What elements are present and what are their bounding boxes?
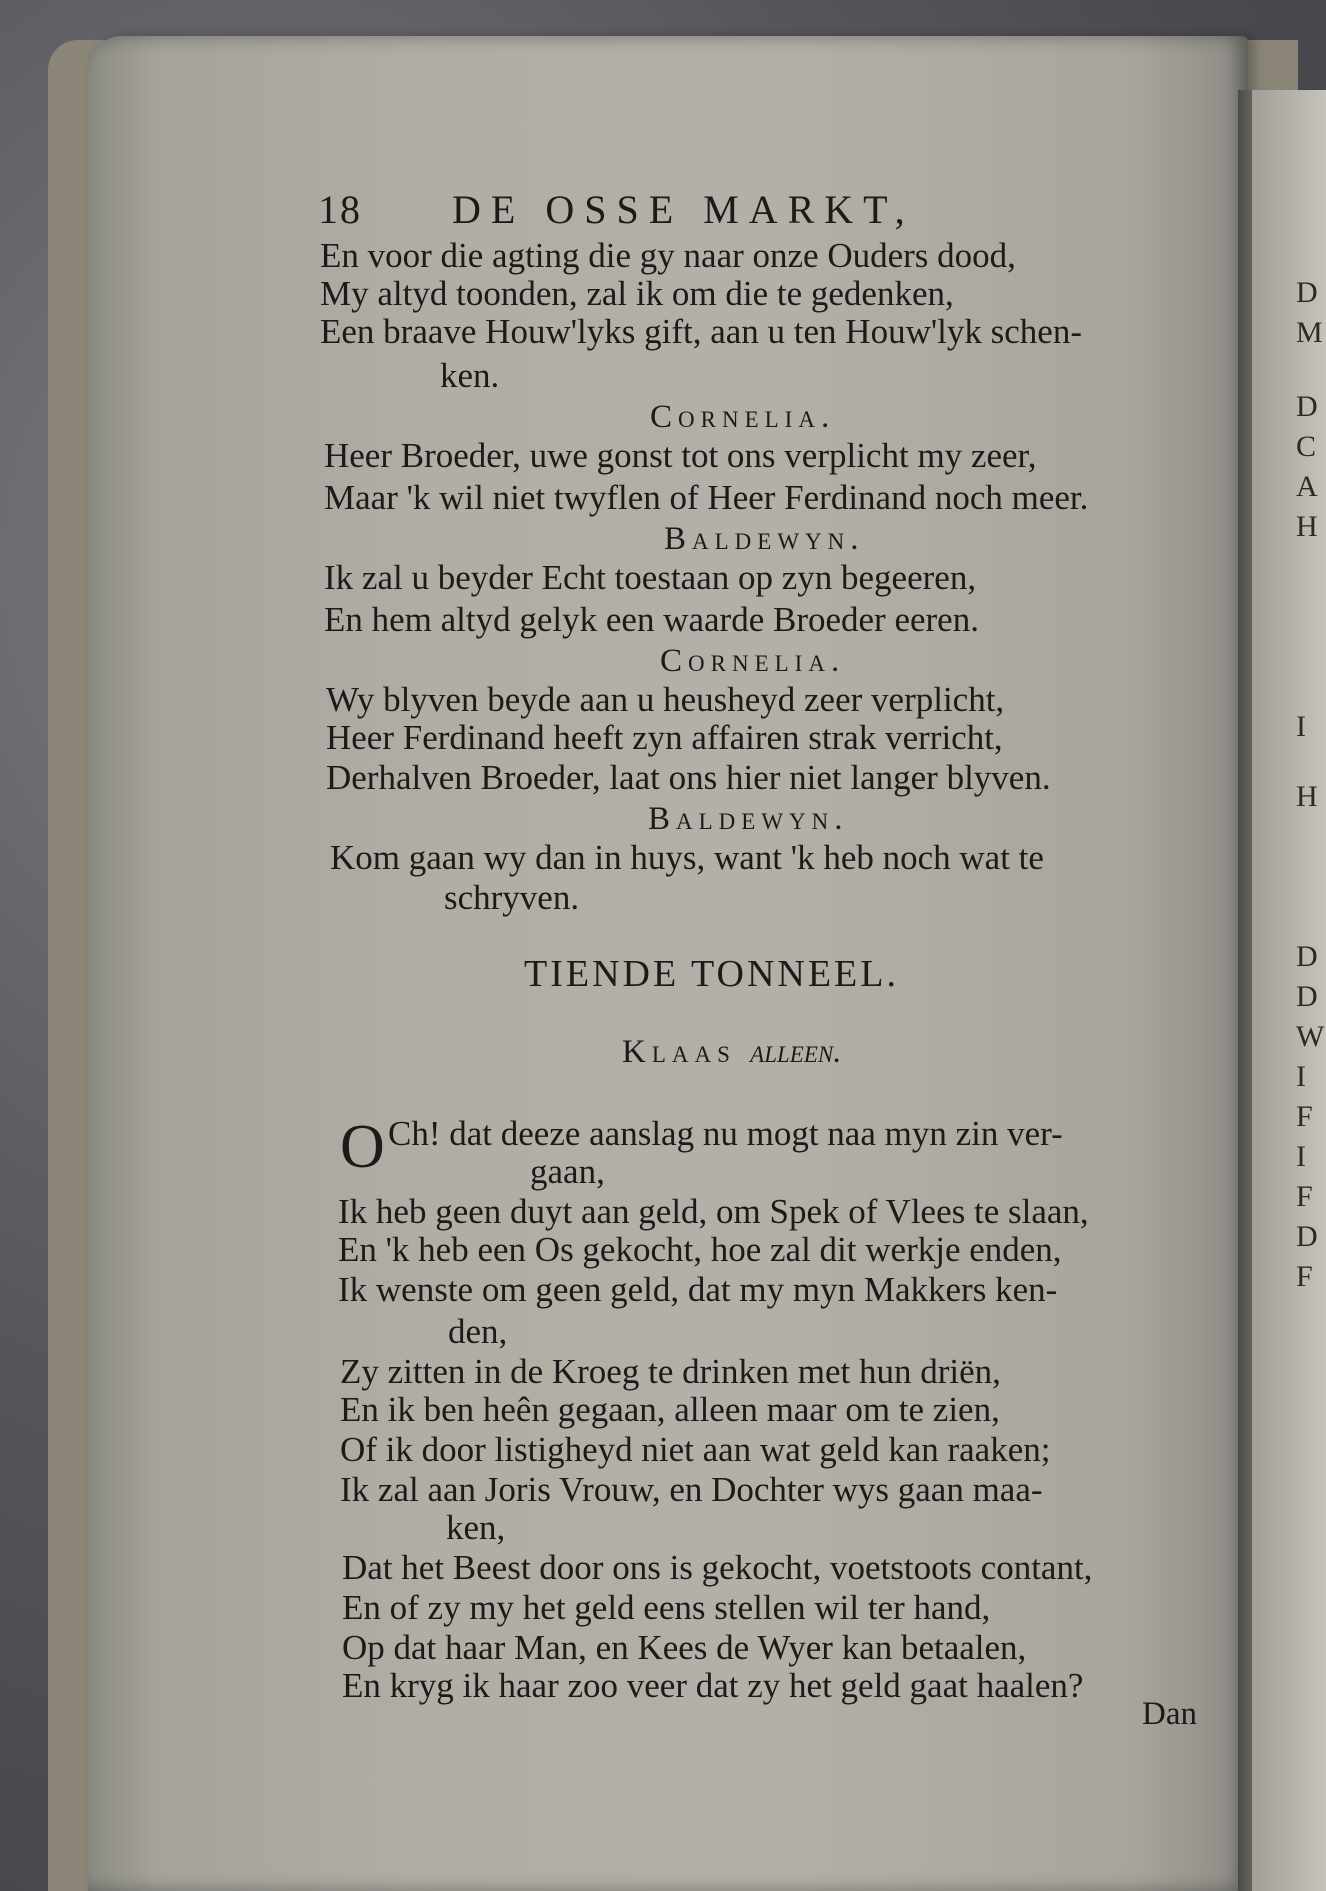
verse-line: ken. [440,356,500,395]
facing-page-letter: I [1296,710,1306,743]
verse-line: Ik heb geen duyt aan geld, om Spek of Vlees te slaan, [338,1192,1089,1231]
verse-line: schryven. [444,878,580,917]
running-header [318,187,915,232]
verse-line: En of zy my het geld eens stellen wil ter hand, [342,1588,991,1627]
facing-page-letter: D [1296,276,1318,309]
facing-page-letter: A [1296,470,1318,503]
facing-page-letter: C [1296,430,1317,463]
verse-line: En 'k heb een Os gekocht, hoe zal dit werkje enden, [338,1230,1062,1269]
verse-line: Op dat haar Man, en Kees de Wyer kan betaalen, [342,1628,1027,1667]
verse-line: Ik zal u beyder Echt toestaan op zyn begeeren, [324,558,977,597]
verse-line: Wy blyven beyde aan u heusheyd zeer verplicht, [326,680,1005,719]
speaker-name: Baldewyn. [664,521,865,557]
verse-line: Ch! dat deeze aanslag nu mogt naa myn zin ver- [388,1114,1063,1153]
facing-page-letter: M [1296,316,1323,349]
facing-page-letter: F [1296,1180,1313,1213]
page-number: 18 [318,187,362,232]
verse-line: Heer Ferdinand heeft zyn affairen strak verricht, [326,718,1003,757]
verse-line: ken, [446,1508,506,1547]
facing-page-letter: I [1296,1060,1306,1093]
facing-page-fragment [1252,90,1326,1891]
facing-page-letter: H [1296,780,1318,813]
verse-line: den, [448,1312,508,1351]
verse-line: Maar 'k wil niet twyflen of Heer Ferdinand noch meer. [324,478,1089,517]
verse-line: En voor die agting die gy naar onze Ouders dood, [320,236,1016,275]
verse-line: En ik ben heên gegaan, alleen maar om te zien, [340,1390,1000,1429]
facing-page-letter: D [1296,1220,1318,1253]
scene-heading: TIENDE TONNEEL. [524,953,899,995]
verse-line: Een braave Houw'lyks gift, aan u ten Houw'lyk schen- [320,312,1082,351]
character-name: Klaas [622,1034,736,1070]
catchword: Dan [1142,1696,1197,1732]
stage-direction: alleen. [750,1034,842,1070]
drop-capital: O [340,1113,385,1181]
verse-line: Ik wenste om geen geld, dat my myn Makkers ken- [338,1270,1058,1309]
facing-page-letter: F [1296,1260,1313,1293]
scene-character-line [622,1034,841,1071]
facing-page-letter: D [1296,980,1318,1013]
verse-line: gaan, [530,1152,605,1191]
facing-page-letter: W [1296,1020,1325,1053]
speaker-name: Baldewyn. [648,801,849,837]
verse-line: Kom gaan wy dan in huys, want 'k heb noch wat te [330,838,1044,877]
verse-line: En kryg ik haar zoo veer dat zy het geld gaat haalen? [342,1666,1084,1705]
verse-line: Derhalven Broeder, laat ons hier niet langer blyven. [326,758,1051,797]
facing-page-letter: D [1296,940,1318,973]
verse-line: Dat het Beest door ons is gekocht, voetstoots contant, [342,1548,1093,1587]
speaker-name: Cornelia. [660,643,846,679]
verse-line: Zy zitten in de Kroeg te drinken met hun driën, [340,1352,1001,1391]
speaker-name: Cornelia. [650,399,836,435]
verse-line: My altyd toonden, zal ik om die te gedenken, [320,274,954,313]
verse-line: En hem altyd gelyk een waarde Broeder eeren. [324,600,979,639]
facing-page-letter: F [1296,1100,1313,1133]
verse-line: Of ik door listigheyd niet aan wat geld kan raaken; [340,1430,1051,1469]
verse-line: Ik zal aan Joris Vrouw, en Dochter wys gaan maa- [340,1470,1043,1509]
verse-line: Heer Broeder, uwe gonst tot ons verplicht my zeer, [324,436,1037,475]
running-title: DE OSSE MARKT, [452,187,915,232]
facing-page-letter: I [1296,1140,1306,1173]
facing-page-letter: H [1296,510,1318,543]
facing-page-letter: D [1296,390,1318,423]
